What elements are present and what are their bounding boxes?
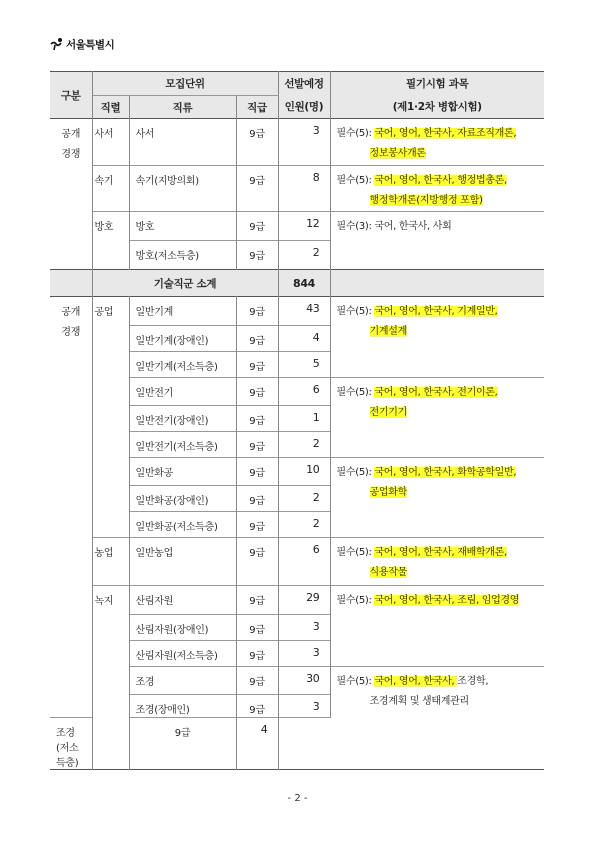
quota-cell: 3 [278,641,330,667]
category-cell: 일반화공(저소득층) [129,512,236,538]
category-cell: 방호(저소득층) [129,241,236,266]
category-cell: 산림자원(저소득층) [129,641,236,667]
quota-cell: 10 [278,458,330,486]
header-row-2 [50,96,544,119]
grade-cell: 9급 [236,667,278,695]
category-cell: 일반농업 [129,538,236,586]
quota-cell: 3 [278,695,330,718]
series-cell: 녹지 [92,586,129,770]
table-row [50,297,544,326]
subjects-cell: 필수(5): 국어, 영어, 한국사, 조경학, 조경계획 및 생태계관리 [336,676,489,707]
subjects-cell: 필수(5): 국어, 영어, 한국사, 재배학개론, 식용작물 [336,547,507,578]
logo-text: 서울특별시 [66,38,115,51]
category-cell: 사서 [129,119,236,166]
series-cell: 농업 [92,538,129,586]
quota-cell: 4 [278,326,330,352]
quota-cell: 2 [278,432,330,458]
subjects-cell: 필수(5): 국어, 영어, 한국사, 자료조직개론, 정보봉사개론 [336,128,517,159]
subjects-cell: 필수(5): 국어, 영어, 한국사, 전기이론, 전기기기 [336,387,498,418]
subtotal-value: 844 [278,270,330,297]
seoul-logo [50,36,114,52]
header-quota-1: 선발예정 [278,72,330,96]
table-row [50,119,544,166]
header-group: 구분 [50,72,92,119]
table-row [50,166,544,212]
grade-cell: 9급 [236,538,278,586]
series-cell: 속기 [92,166,129,212]
category-cell: 일반화공(장애인) [129,486,236,512]
category-cell: 조경(저소득층) [50,718,92,770]
category-cell: 방호 [129,212,236,241]
grade-cell: 9급 [236,695,278,718]
category-cell: 일반화공 [129,458,236,486]
header-grade: 직급 [236,96,278,119]
grade-cell: 9급 [236,615,278,641]
category-cell: 산림자원 [129,586,236,615]
header-subjects-2: (제1·2차 병합시험) [330,96,544,119]
group-cell: 공개 경쟁 [50,297,92,718]
subjects-cell: 필수(3): 국어, 한국사, 사회 [336,221,452,232]
table-row [50,212,544,241]
series-cell: 공업 [92,297,129,538]
category-cell: 조경 [129,667,236,695]
category-cell: 일반기계(장애인) [129,326,236,352]
category-cell: 일반전기(장애인) [129,406,236,432]
quota-cell: 2 [278,241,330,266]
subjects-cell: 필수(5): 국어, 영어, 한국사, 화학공학일반, 공업화학 [336,467,517,498]
grade-cell: 9급 [236,352,278,378]
grade-cell: 9급 [236,119,278,166]
subjects-cell: 필수(5): 국어, 영어, 한국사, 기계일반, 기계설계 [336,306,498,337]
header-subjects-1: 필기시험 과목 [330,72,544,96]
quota-cell: 30 [278,667,330,695]
category-cell: 조경(장애인) [129,695,236,718]
category-cell: 일반전기(저소득층) [129,432,236,458]
grade-cell: 9급 [236,486,278,512]
quota-cell: 1 [278,406,330,432]
header-row-1 [50,72,544,96]
quota-cell: 2 [278,486,330,512]
grade-cell: 9급 [236,586,278,615]
table-row [50,538,544,586]
quota-cell: 3 [278,615,330,641]
category-cell: 속기(지방의회) [129,166,236,212]
quota-cell: 2 [278,512,330,538]
header-series: 직렬 [92,96,129,119]
grade-cell: 9급 [236,297,278,326]
category-cell: 일반전기 [129,378,236,406]
quota-cell: 12 [278,212,330,241]
category-cell: 일반기계 [129,297,236,326]
category-cell: 일반기계(저소득층) [129,352,236,378]
group-cell: 공개 경쟁 [50,119,92,270]
grade-cell: 9급 [129,718,236,770]
subtotal-label: 기술직군 소계 [92,270,278,297]
quota-cell: 3 [278,119,330,166]
grade-cell: 9급 [236,241,278,266]
page-number: - 2 - [287,793,308,804]
quota-cell: 29 [278,586,330,615]
recruitment-table [50,71,544,770]
grade-cell: 9급 [236,432,278,458]
subtotal-row [50,270,544,297]
quota-cell: 43 [278,297,330,326]
quota-cell: 6 [278,538,330,586]
grade-cell: 9급 [236,378,278,406]
subjects-cell: 필수(5): 국어, 영어, 한국사, 행정법총론, 행정학개론(지방행정 포함) [336,175,507,206]
header-category: 직류 [129,96,236,119]
grade-cell: 9급 [236,458,278,486]
grade-cell: 9급 [236,166,278,212]
table-row [50,586,544,615]
grade-cell: 9급 [236,641,278,667]
grade-cell: 9급 [236,212,278,241]
grade-cell: 9급 [236,512,278,538]
grade-cell: 9급 [236,406,278,432]
subjects-cell: 필수(5): 국어, 영어, 한국사, 조림, 임업경영 [336,595,520,606]
seoul-logo-icon [50,37,64,51]
header-quota-2: 인원(명) [278,96,330,119]
grade-cell: 9급 [236,326,278,352]
series-cell: 방호 [92,212,129,266]
quota-cell: 8 [278,166,330,212]
header-unit: 모집단위 [92,72,278,96]
quota-cell: 4 [236,718,278,770]
series-cell: 사서 [92,119,129,166]
quota-cell: 5 [278,352,330,378]
quota-cell: 6 [278,378,330,406]
category-cell: 산림자원(장애인) [129,615,236,641]
